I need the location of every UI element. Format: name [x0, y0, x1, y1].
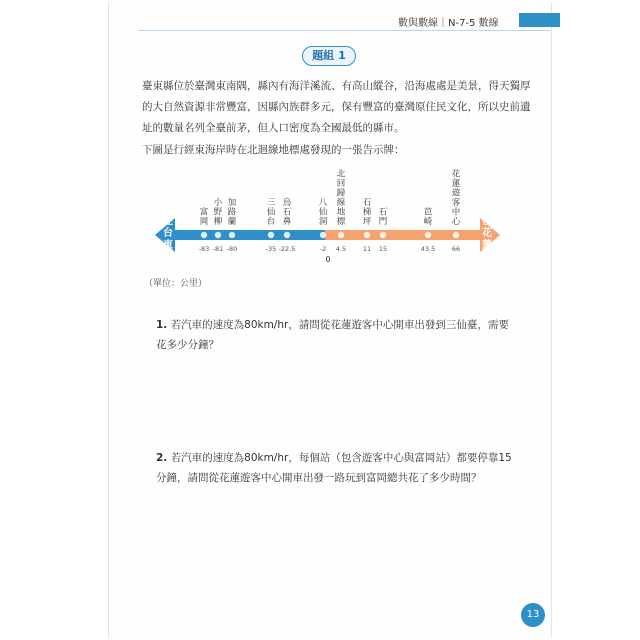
stop-name-char: 梯: [362, 207, 372, 218]
right-end-label: 花: [482, 228, 492, 239]
sign-caption: 下圖是行經東海岸時在北迴線地標處發現的一張告示牌：: [142, 144, 405, 156]
question-text: 若汽車的速度為80km/hr，請問從花蓮遊客中心開車出發到三仙臺，需要花多少分鐘？: [156, 319, 509, 351]
stop-name-char: 路: [227, 207, 237, 218]
stop-name-char: 仙: [266, 207, 276, 218]
right-direction-bar: [325, 230, 488, 240]
page-number-badge: 13: [521, 603, 545, 627]
stop-name-char: 加: [227, 198, 237, 208]
stop-distance-label: 43.5: [420, 245, 436, 253]
stop-marker: [453, 232, 459, 238]
stop-name-char: 標: [336, 217, 346, 227]
left-direction-bar: [167, 230, 325, 240]
stop-distance-label: -81: [212, 245, 224, 253]
stop-marker: [338, 232, 344, 238]
header-accent-bar: [519, 13, 560, 27]
stop-marker: [284, 232, 290, 238]
stop-distance-label: -80: [226, 245, 238, 253]
unit-label: （單位：公里）: [144, 279, 208, 289]
stop-name-char: 洞: [318, 217, 328, 227]
stop-name-char: 客: [451, 198, 461, 208]
stop-name-char: 烏: [282, 198, 292, 208]
stop-marker: [425, 232, 431, 238]
stop-name-char: 花: [451, 169, 461, 180]
stop-name-char: 小: [213, 198, 223, 208]
stop-name-char: 線: [336, 198, 346, 208]
stop-name-char: 蘭: [227, 217, 237, 227]
stop-distance-label: 4.5: [335, 245, 347, 253]
stop-name-char: 鼻: [282, 217, 292, 227]
stop-name-char: 芭: [423, 207, 433, 218]
stop-marker: [364, 232, 370, 238]
stop-name-char: 蓮: [451, 179, 461, 189]
stop-distance-label: -35: [265, 245, 277, 253]
stop-marker: [215, 232, 221, 238]
chapter-header: 數與數線｜N-7-5 數線: [398, 18, 499, 29]
question-number: 2.: [156, 452, 168, 464]
header-divider: [138, 30, 550, 31]
stop-distance-label: -22.5: [278, 245, 296, 253]
left-end-label: 東: [163, 240, 173, 251]
stop-name-char: 石: [362, 198, 372, 208]
stop-name-char: 富: [199, 207, 209, 218]
stop-name-char: 八: [318, 198, 328, 208]
question-number: 1.: [156, 319, 168, 331]
left-end-label: 台: [163, 228, 173, 239]
stop-marker: [268, 232, 274, 238]
stop-name-char: 岡: [199, 217, 209, 227]
stop-distance-label: -83: [198, 245, 210, 253]
question-2: [156, 448, 516, 488]
stop-distance-label: 15: [378, 245, 388, 253]
right-end-label: 蓮: [482, 240, 492, 251]
stop-name-char: 崎: [423, 217, 433, 227]
stop-marker: [201, 232, 207, 238]
stop-name-char: 遊: [451, 188, 461, 199]
stop-marker: [320, 232, 326, 238]
intro-paragraph: 臺東縣位於臺灣東南隅，縣內有海洋溪流、有高山縱谷，沿海處處是美景，得天獨厚的大自然資源非常豐富，因縣內族群多元，保有豐富的臺灣原住民文化，所以史前遺址的數量名列全臺前茅，但人口密度為全國最低的縣市。: [142, 80, 531, 134]
stop-name-char: 石: [282, 207, 292, 218]
stop-name-char: 仙: [318, 207, 328, 218]
stop-name-char: 坪: [362, 217, 372, 227]
stop-name-char: 地: [336, 207, 346, 218]
stop-name-char: 野: [213, 207, 223, 218]
stop-name-char: 台: [266, 217, 276, 227]
group-badge: 題組 1: [302, 46, 356, 66]
stop-name-char: 回: [336, 179, 346, 189]
left-end-label: 往: [163, 216, 173, 227]
stop-distance-label: -2: [319, 245, 327, 253]
stop-name-char: 石: [378, 207, 388, 218]
stop-name-char: 心: [451, 217, 461, 227]
stop-marker: [380, 232, 386, 238]
stop-name-char: 歸: [336, 188, 346, 199]
zero-mark-label: 0: [325, 255, 331, 264]
question-text: 若汽車的速度為80km/hr，每個站（包含遊客中心與富岡站）都要停靠15分鐘，請問從花蓮遊客中心開車出發一路玩到富岡總共花了多少時間？: [156, 452, 512, 484]
stop-name-char: 中: [451, 207, 461, 218]
right-end-label: 往: [482, 216, 492, 227]
stop-name-char: 三: [266, 198, 276, 208]
stop-name-char: 柳: [213, 217, 223, 227]
stop-distance-label: 66: [451, 245, 461, 253]
stop-distance-label: 11: [362, 245, 372, 253]
stop-marker: [229, 232, 235, 238]
signboard-number-line: [155, 168, 500, 264]
stop-name-char: 北: [336, 169, 346, 180]
question-1: [156, 315, 516, 355]
stop-name-char: 門: [378, 217, 388, 227]
